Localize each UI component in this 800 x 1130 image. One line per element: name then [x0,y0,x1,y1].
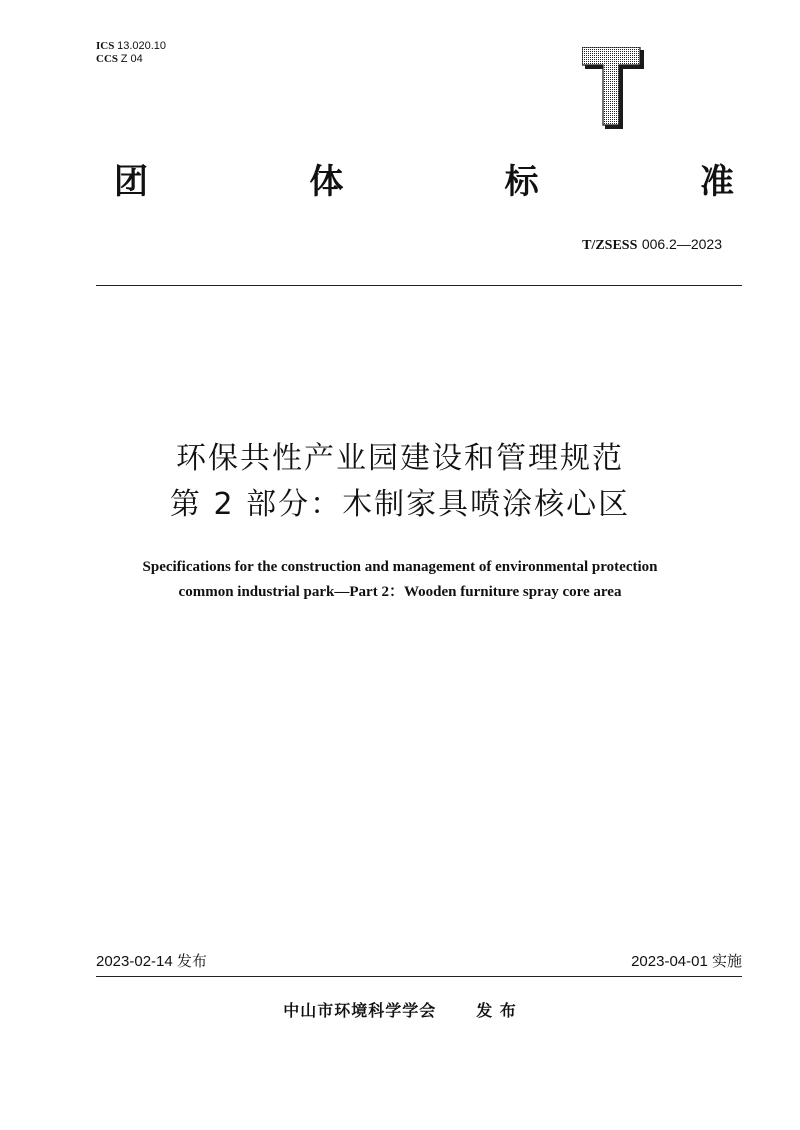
standard-type-t-logo-icon [582,47,644,129]
standard-type-char: 体 [309,162,344,202]
standard-number [582,236,722,254]
implement-date: 2023-04-01 [631,953,708,970]
standard-number-prefix: T/ZSESS [582,238,638,253]
issue-date-block [96,952,207,971]
ics-label: ICS [96,40,115,52]
date-row [96,952,742,971]
ccs-code [96,53,166,66]
publisher-name: 中山市环境科学学会 [283,1001,437,1020]
ics-value: 13.020.10 [117,40,167,52]
english-title [60,555,740,605]
chinese-title-line-1: 环保共性产业园建设和管理规范 [176,441,624,476]
chinese-title [0,436,800,528]
english-title-line-1: Specifications for the construction and management of environmental protection [142,559,658,575]
footer-divider [96,976,742,977]
standard-type-heading [114,160,734,204]
chinese-title-line-2: 第 2 部分：木制家具喷涂核心区 [169,487,631,522]
ics-code [96,40,166,53]
publisher [0,1000,800,1022]
issue-date: 2023-02-14 [96,953,173,970]
implement-date-block [631,952,742,971]
standard-type-char: 准 [699,162,734,202]
implement-label: 实施 [711,952,742,970]
english-title-line-2: common industrial park—Part 2：Wooden furniture spray core area [178,584,622,600]
ccs-value: Z 04 [120,53,143,65]
classification-codes [96,40,166,66]
issue-label: 发布 [176,952,207,970]
standard-number-value: 006.2—2023 [641,236,722,252]
ccs-label: CCS [96,53,119,65]
standard-type-char: 标 [504,162,539,202]
publisher-action: 发 布 [476,1001,517,1020]
header-divider [96,285,742,286]
standard-type-char: 团 [114,162,148,202]
